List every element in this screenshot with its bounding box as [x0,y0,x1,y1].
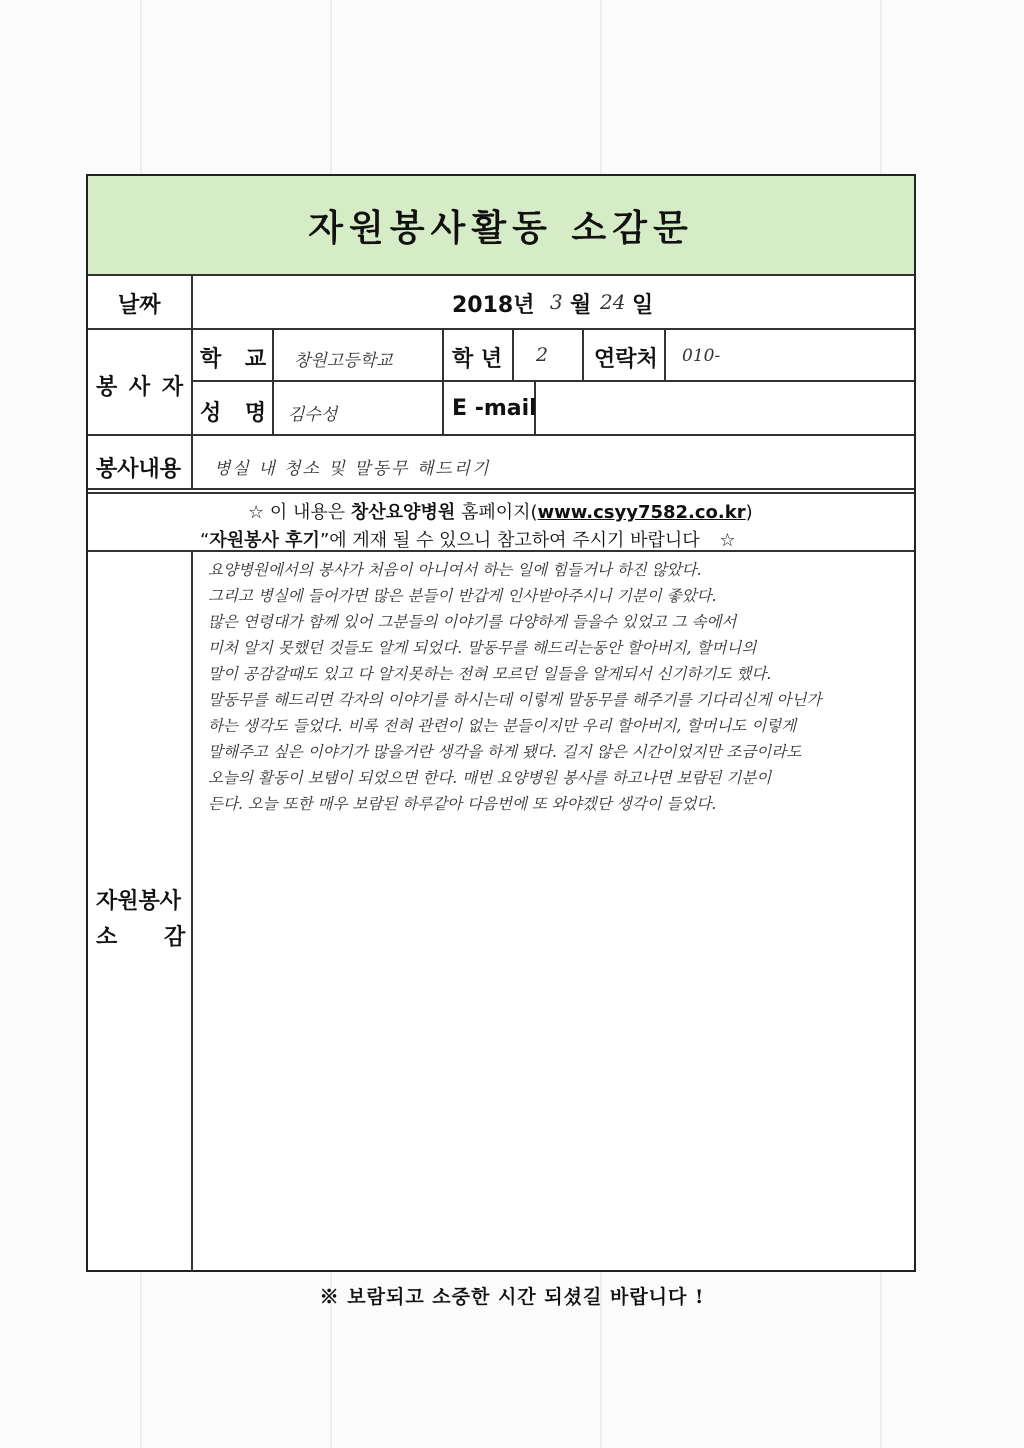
notice-line-1: ☆ 이 내용은 창산요양병원 홈페이지(www.csyy7582.co.kr) [248,502,753,523]
review-title: 자원봉사 후기 [209,530,320,551]
school-label: 학 교 [200,347,275,372]
contact-label: 연락처 [594,347,658,372]
date-month-unit: 월 [570,293,592,318]
footer-note: ※ 보람되고 소중한 시간 되셨길 바랍니다 ! [319,1286,705,1308]
divider [512,328,514,380]
contact-value: 010- [682,346,721,366]
divider [191,274,193,488]
grade-label: 학 년 [452,347,503,372]
essay-line: 그리고 병실에 들어가면 많은 분들이 반갑게 인사받아주시니 기분이 좋았다. [208,587,717,605]
date-day-value: 24 [600,290,626,314]
email-label: E -mail [452,396,537,421]
essay-line: 많은 연령대가 함께 있어 그분들의 이야기를 다양하게 들을수 있었고 그 속에서 [208,613,737,631]
title-band [88,176,914,274]
essay-line: 말해주고 싶은 이야기가 많을거란 생각을 하게 됐다. 길지 않은 시간이었지만 조금이라도 [208,743,802,761]
hospital-name: 창산요양병원 [350,502,456,523]
star-icon: ☆ [248,502,265,523]
essay-line: 하는 생각도 들었다. 비록 전혀 관련이 없는 분들이지만 우리 할아버지, 할머니도 이렇게 [208,717,797,735]
notice-line-2: “자원봉사 후기”에 게재 될 수 있으니 참고하여 주시기 바랍니다 ☆ [200,530,736,551]
divider [88,434,914,436]
service-label: 봉사내용 [96,457,182,482]
essay-line: 말동무를 해드리면 각자의 이야기를 하시는데 이렇게 말동무를 해주기를 기다리신게 아닌가 [208,691,822,709]
name-value: 김수성 [288,405,338,425]
divider [191,550,193,1272]
date-month-value: 3 [550,290,563,314]
divider [442,328,444,434]
divider [88,492,914,494]
impression-label-line1: 자원봉사 [96,889,182,914]
volunteer-report-form [86,174,916,1272]
date-year: 2018년 [452,293,535,318]
divider [88,274,914,276]
essay-line: 요양병원에서의 봉사가 처음이 아니여서 하는 일에 힘들거나 하진 않았다. [208,561,702,579]
divider [192,380,914,382]
school-value: 창원고등학교 [294,351,393,371]
name-label: 성 명 [200,401,275,426]
essay-line: 미처 알지 못했던 것들도 알게 되었다. 말동무를 해드리는동안 할아버지, 할머니의 [208,639,757,657]
divider [582,328,584,380]
star-icon: ☆ [719,530,736,551]
impression-label-so: 소 [96,925,118,950]
date-day-unit: 일 [632,293,654,318]
essay-line: 오늘의 활동이 보탬이 되었으면 한다. 매번 요양병원 봉사를 하고나면 보람된 기분이 [208,769,772,787]
grade-value: 2 [536,344,549,366]
essay-line: 말이 공감갈때도 있고 다 알지못하는 전혀 모르던 일들을 알게되서 신기하기도 했다. [208,665,772,683]
form-title: 자원봉사활동 소감문 [308,207,694,249]
impression-label-gam: 감 [164,925,186,950]
date-label: 날짜 [118,293,161,318]
essay-line: 든다. 오늘 또한 매우 보람된 하루같아 다음번에 또 와야겠단 생각이 들었다. [208,795,717,813]
divider [88,488,914,490]
hospital-url[interactable]: www.csyy7582.co.kr [537,502,746,523]
volunteer-section-label: 봉 사 자 [96,375,186,400]
divider [88,328,914,330]
divider [664,328,666,380]
service-value: 병실 내 청소 및 말동무 해드리기 [214,459,491,479]
